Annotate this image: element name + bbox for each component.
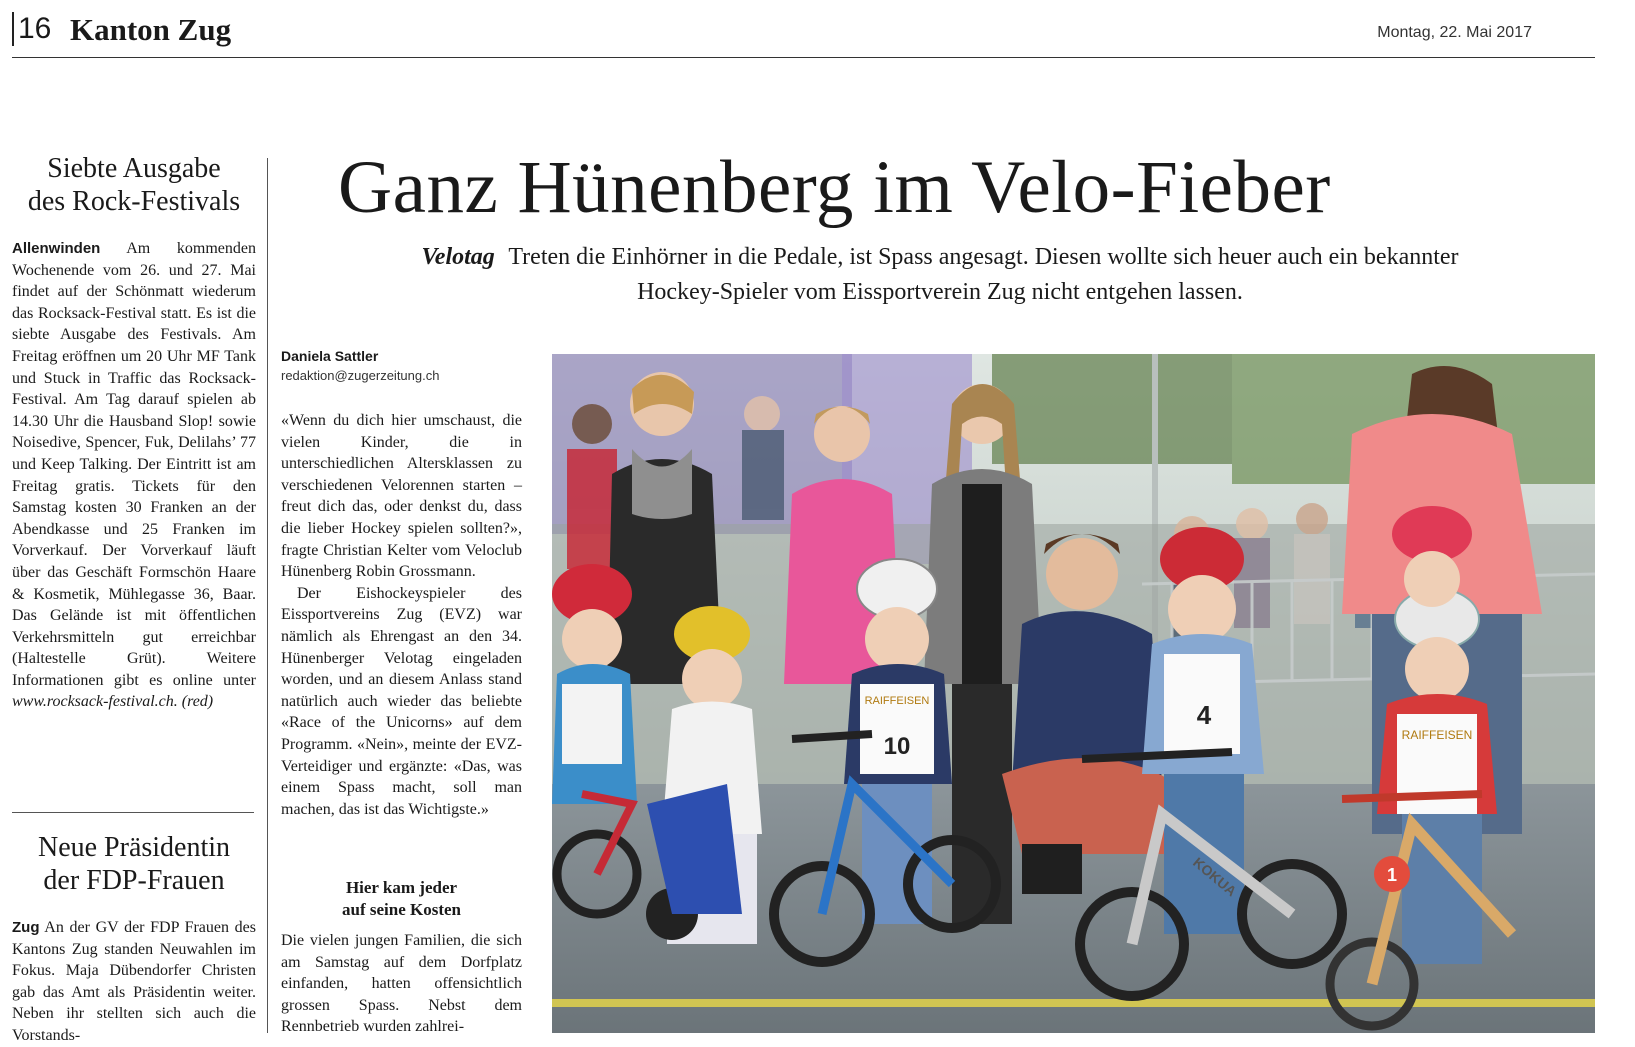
brief-1-location: Allenwinden: [12, 240, 101, 257]
bib-number-4: 4: [1196, 700, 1212, 730]
brief-1-headline: Siebte Ausgabe des Rock-Festivals: [27, 153, 241, 217]
paragraph-1: «Wenn du dich hier umschaust, die vielen Kinder, die in unterschiedlichen Altersklassen zu verschiedenen Velorennen starten – freut dich das, oder denkst du, dass die lieber Hockey spielen sollten?», fragte Christian Kelter vom Veloclub Hünenberg Robin Grossmann.: [281, 412, 522, 581]
brief-1-body: [12, 238, 256, 713]
article-body: [281, 410, 522, 820]
brief-1-url[interactable]: www.rocksack-festival.ch.: [12, 693, 178, 711]
photo-illustration: [552, 354, 1595, 1033]
brief-2-body: [12, 917, 256, 1047]
paragraph-2: Der Eishockeyspieler des Eissportvereins Zug (EVZ) war nämlich als Ehrengast an den 34. Hünenberger Velotag eingeladen worden, und an diesem Anlass stand natürlich auch wieder das beliebte «Race of the Unicorns» auf dem Programm. «Nein», meinte der EVZ-Verteidiger und ergänzte: «Das, was einem Spass macht, soll man machen, das ist das Wichtigste.»: [281, 584, 522, 818]
issue-date: Montag, 22. Mai 2017: [1377, 24, 1532, 41]
article-kicker: Velotag: [421, 244, 495, 270]
author-name: Daniela Sattler: [281, 348, 379, 364]
brief-2-location: Zug: [12, 919, 40, 936]
article-photo: [552, 354, 1595, 1033]
article-lead: [400, 240, 1480, 310]
brief-separator: [12, 812, 254, 813]
author-email[interactable]: redaktion@zugerzeitung.ch: [281, 368, 440, 383]
paragraph-3: Die vielen jungen Familien, die sich am Samstag auf dem Dorfplatz einfanden, hatten offensichtlich grossen Spass. Nebst dem Rennbetrieb wurden zahlrei-: [281, 932, 522, 1036]
brief-2-headline: Neue Präsidentin der FDP-Frauen: [37, 832, 231, 896]
page-number: 16: [12, 12, 51, 46]
article-subhead: Hier kam jeder auf seine Kosten: [342, 878, 461, 919]
bike-brand: KOKUA: [1190, 854, 1240, 900]
brief-2-text: An der GV der FDP Frauen des Kantons Zug standen Neuwahlen im Fokus. Maja Dübendorfer Christen gab das Amt als Präsidentin weiter. Neben ihr stellten sich auch die Vorstands-: [12, 919, 256, 1044]
bib-sponsor-2: RAIFFEISEN: [1401, 728, 1473, 742]
article-headline: Ganz Hünenberg im Velo-Fieber: [338, 146, 1331, 229]
bib-sponsor-1: RAIFFEISEN: [864, 695, 930, 707]
bib-number-10: 10: [883, 733, 911, 760]
brief-1-text: Am kommenden Wochenende vom 26. und 27. Mai findet auf der Schönmatt wiederum das Rocksack-Festival statt. Es ist die siebte Ausgabe des Festivals. Am Freitag eröffnen um 20 Uhr MF Tank und Stuck in Traffic das Rocksack-Festival. Am Tag darauf spielen ab 14.30 Uhr die Hausband Slop! sowie Noisedive, Spencer, Fuk, Delilahs’ 77 und Keep Talking. Der Eintritt ist am Freitag gratis. Tickets für den Samstag kosten 30 Franken an der Abendkasse und 25 Franken im Vorverkauf. Der Vorverkauf läuft über das Geschäft Formschön Haare & Kosmetik, Mühlegasse 36, Baar. Das Gelände ist mit öffentlichen Verkehrsmitteln gut erreichbar (Haltestelle Grüt). Weitere Informationen gibt es online unter: [12, 240, 256, 689]
column-rule: [267, 158, 268, 1033]
brief-1-credit: (red): [181, 693, 214, 711]
article-lead-text: Treten die Einhörner in die Pedale, ist Spass angesagt. Diesen wollte sich heuer auch ein bekannter Hockey-Spieler vom Eissportverein Zug nicht entgehen lassen.: [508, 244, 1459, 305]
bib-number-1: 1: [1386, 865, 1398, 885]
header-rule: [12, 57, 1595, 58]
section-title: Kanton Zug: [70, 12, 232, 47]
